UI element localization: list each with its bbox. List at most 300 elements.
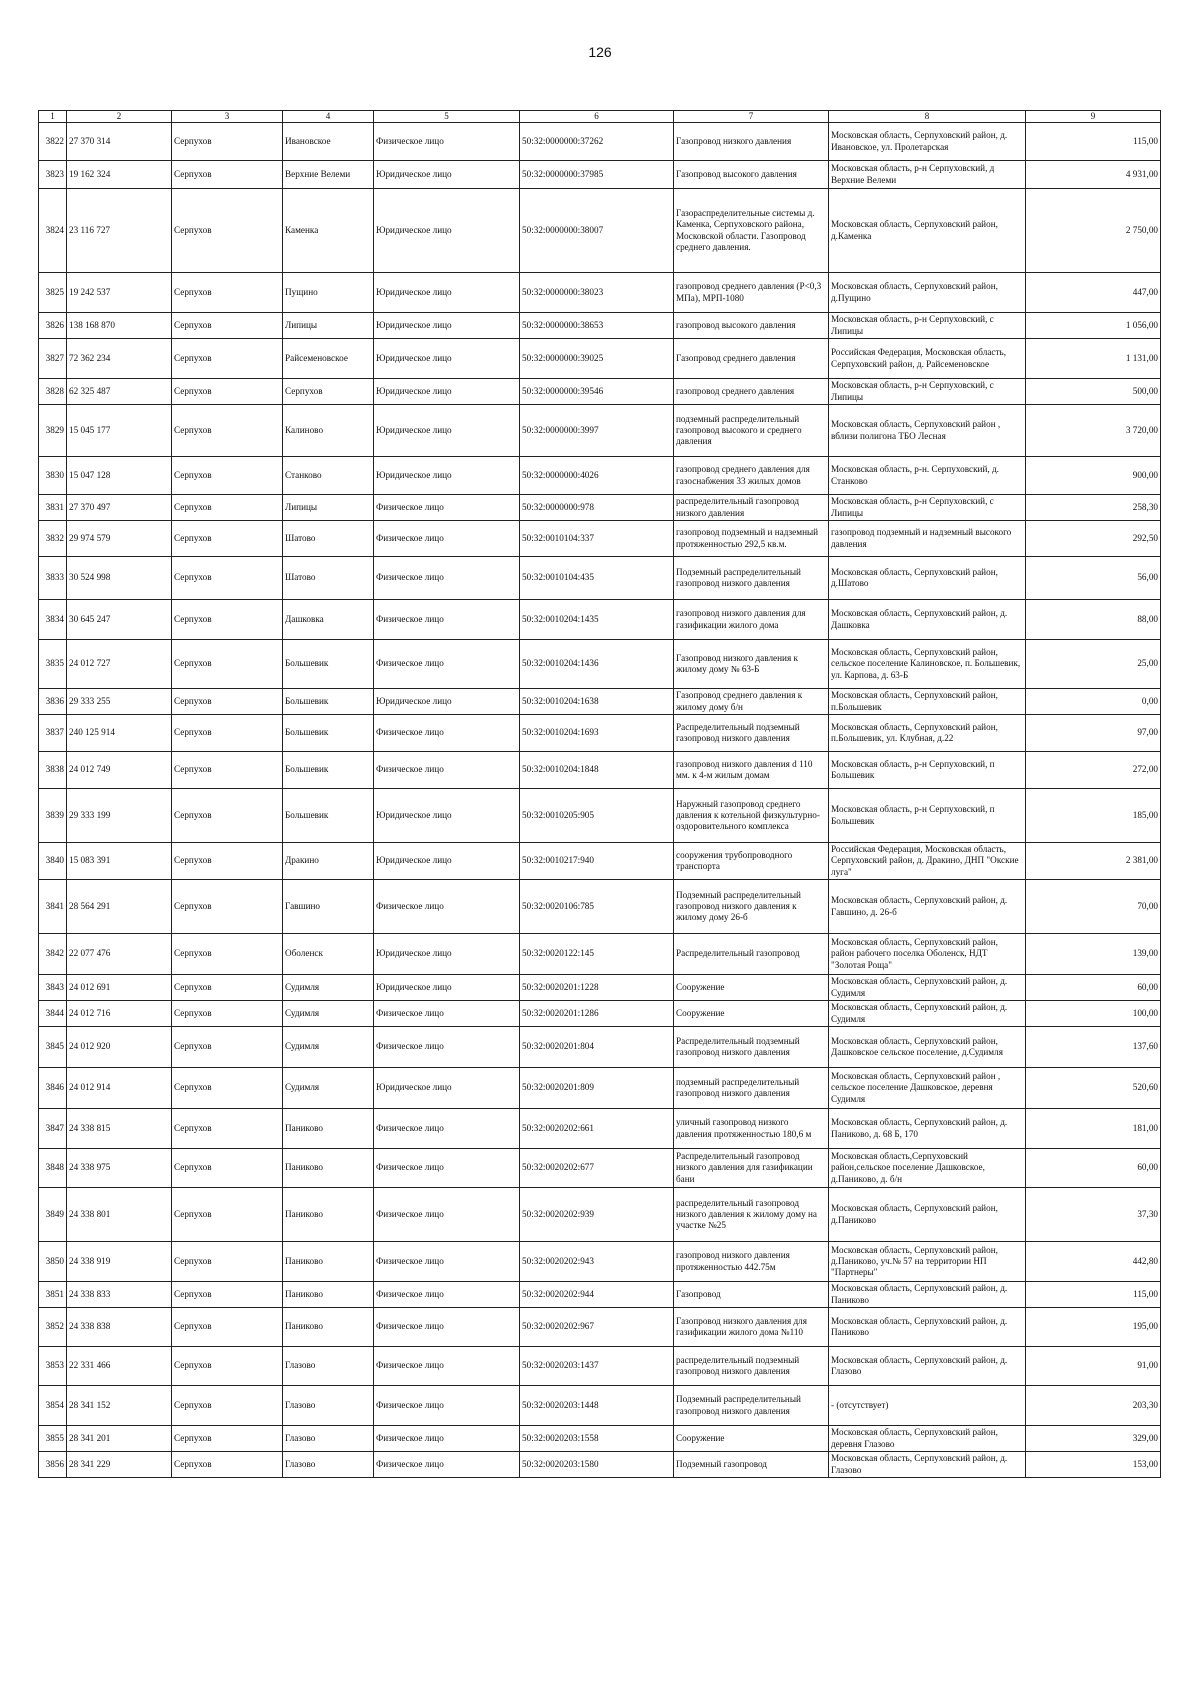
object-id-cell: 24 012 749 bbox=[67, 752, 172, 789]
area-value-cell: 25,00 bbox=[1026, 640, 1161, 689]
city-cell: Серпухов bbox=[172, 640, 283, 689]
area-value-cell: 258,30 bbox=[1026, 495, 1161, 521]
object-id-cell: 24 012 920 bbox=[67, 1027, 172, 1068]
object-description-cell: Наружный газопровод среднего давления к котельной физкультурно-оздоровительного комплекса bbox=[674, 789, 829, 843]
owner-type-cell: Физическое лицо bbox=[374, 1188, 520, 1242]
cadastral-number-cell: 50:32:0010204:1693 bbox=[520, 715, 674, 752]
object-id-cell: 240 125 914 bbox=[67, 715, 172, 752]
column-number-row bbox=[39, 111, 1161, 123]
table-row bbox=[39, 789, 1161, 843]
cadastral-number-cell: 50:32:0000000:39546 bbox=[520, 379, 674, 405]
column-header: 3 bbox=[172, 111, 283, 123]
owner-type-cell: Физическое лицо bbox=[374, 1001, 520, 1027]
settlement-cell: Серпухов bbox=[283, 379, 374, 405]
area-value-cell: 91,00 bbox=[1026, 1347, 1161, 1386]
city-cell: Серпухов bbox=[172, 934, 283, 975]
column-header: 9 bbox=[1026, 111, 1161, 123]
city-cell: Серпухов bbox=[172, 1426, 283, 1452]
city-cell: Серпухов bbox=[172, 1347, 283, 1386]
object-description-cell: Газораспределительные системы д. Каменка, Серпуховского района, Московской области. Газопровод среднего давления. bbox=[674, 189, 829, 273]
column-header: 5 bbox=[374, 111, 520, 123]
cadastral-number-cell: 50:32:0020203:1580 bbox=[520, 1452, 674, 1478]
object-id-cell: 24 338 838 bbox=[67, 1308, 172, 1347]
row-number-cell: 3829 bbox=[39, 405, 67, 457]
settlement-cell: Паниково bbox=[283, 1308, 374, 1347]
settlement-cell: Шатово bbox=[283, 521, 374, 557]
settlement-cell: Райсеменовское bbox=[283, 339, 374, 379]
settlement-cell: Паниково bbox=[283, 1282, 374, 1308]
settlement-cell: Калиново bbox=[283, 405, 374, 457]
object-description-cell: Подземный распределительный газопровод низкого давления bbox=[674, 557, 829, 600]
address-cell: Московская область, Серпуховский район, д. Судимля bbox=[829, 975, 1026, 1001]
address-cell: Московская область, Серпуховский район, п.Большевик bbox=[829, 689, 1026, 715]
row-number-cell: 3855 bbox=[39, 1426, 67, 1452]
owner-type-cell: Физическое лицо bbox=[374, 1149, 520, 1188]
row-number-cell: 3842 bbox=[39, 934, 67, 975]
area-value-cell: 3 720,00 bbox=[1026, 405, 1161, 457]
owner-type-cell: Физическое лицо bbox=[374, 1308, 520, 1347]
object-description-cell: газопровод среднего давления bbox=[674, 379, 829, 405]
owner-type-cell: Физическое лицо bbox=[374, 495, 520, 521]
settlement-cell: Судимля bbox=[283, 1068, 374, 1109]
area-value-cell: 195,00 bbox=[1026, 1308, 1161, 1347]
owner-type-cell: Юридическое лицо bbox=[374, 379, 520, 405]
table-row bbox=[39, 1027, 1161, 1068]
object-description-cell: Сооружение bbox=[674, 1426, 829, 1452]
object-id-cell: 19 242 537 bbox=[67, 273, 172, 313]
object-description-cell: газопровод подземный и надземный протяженностью 292,5 кв.м. bbox=[674, 521, 829, 557]
column-header: 2 bbox=[67, 111, 172, 123]
area-value-cell: 1 131,00 bbox=[1026, 339, 1161, 379]
cadastral-number-cell: 50:32:0020122:145 bbox=[520, 934, 674, 975]
row-number-cell: 3826 bbox=[39, 313, 67, 339]
object-description-cell: Газопровод среднего давления bbox=[674, 339, 829, 379]
table-row bbox=[39, 495, 1161, 521]
owner-type-cell: Физическое лицо bbox=[374, 1282, 520, 1308]
area-value-cell: 500,00 bbox=[1026, 379, 1161, 405]
owner-type-cell: Физическое лицо bbox=[374, 557, 520, 600]
column-header: 6 bbox=[520, 111, 674, 123]
address-cell: Московская область, Серпуховский район, сельское поселение Калиновское, п. Большевик, ул. Карпова, д. 63-Б bbox=[829, 640, 1026, 689]
cadastral-number-cell: 50:32:0000000:4026 bbox=[520, 457, 674, 495]
row-number-cell: 3856 bbox=[39, 1452, 67, 1478]
object-id-cell: 24 338 833 bbox=[67, 1282, 172, 1308]
cadastral-number-cell: 50:32:0020201:1228 bbox=[520, 975, 674, 1001]
cadastral-number-cell: 50:32:0000000:37262 bbox=[520, 123, 674, 161]
object-id-cell: 30 524 998 bbox=[67, 557, 172, 600]
address-cell: Московская область, Серпуховский район, д.Шатово bbox=[829, 557, 1026, 600]
cadastral-number-cell: 50:32:0000000:37985 bbox=[520, 161, 674, 189]
area-value-cell: 37,30 bbox=[1026, 1188, 1161, 1242]
row-number-cell: 3837 bbox=[39, 715, 67, 752]
row-number-cell: 3852 bbox=[39, 1308, 67, 1347]
city-cell: Серпухов bbox=[172, 689, 283, 715]
city-cell: Серпухов bbox=[172, 789, 283, 843]
object-id-cell: 15 083 391 bbox=[67, 843, 172, 880]
object-id-cell: 24 012 914 bbox=[67, 1068, 172, 1109]
table-row bbox=[39, 273, 1161, 313]
column-header: 8 bbox=[829, 111, 1026, 123]
settlement-cell: Паниково bbox=[283, 1149, 374, 1188]
object-id-cell: 72 362 234 bbox=[67, 339, 172, 379]
owner-type-cell: Физическое лицо bbox=[374, 1386, 520, 1426]
object-description-cell: Газопровод низкого давления bbox=[674, 123, 829, 161]
table-row bbox=[39, 600, 1161, 640]
table-row bbox=[39, 689, 1161, 715]
address-cell: - (отсутствует) bbox=[829, 1386, 1026, 1426]
area-value-cell: 520,60 bbox=[1026, 1068, 1161, 1109]
address-cell: Московская область, Серпуховский район, деревня Глазово bbox=[829, 1426, 1026, 1452]
row-number-cell: 3844 bbox=[39, 1001, 67, 1027]
row-number-cell: 3850 bbox=[39, 1242, 67, 1282]
object-description-cell: Подземный распределительный газопровод низкого давления bbox=[674, 1386, 829, 1426]
area-value-cell: 272,00 bbox=[1026, 752, 1161, 789]
address-cell: Московская область, Серпуховский район, д. Дашковка bbox=[829, 600, 1026, 640]
address-cell: Московская область, Серпуховский район, д.Пущино bbox=[829, 273, 1026, 313]
city-cell: Серпухов bbox=[172, 405, 283, 457]
object-id-cell: 24 338 801 bbox=[67, 1188, 172, 1242]
cadastral-number-cell: 50:32:0020201:809 bbox=[520, 1068, 674, 1109]
area-value-cell: 900,00 bbox=[1026, 457, 1161, 495]
object-description-cell: Газопровод среднего давления к жилому дому б/н bbox=[674, 689, 829, 715]
area-value-cell: 97,00 bbox=[1026, 715, 1161, 752]
row-number-cell: 3841 bbox=[39, 880, 67, 934]
registry-table bbox=[38, 110, 1161, 1478]
area-value-cell: 0,00 bbox=[1026, 689, 1161, 715]
cadastral-number-cell: 50:32:0020202:944 bbox=[520, 1282, 674, 1308]
column-header: 4 bbox=[283, 111, 374, 123]
area-value-cell: 60,00 bbox=[1026, 975, 1161, 1001]
table-row bbox=[39, 1109, 1161, 1149]
area-value-cell: 2 381,00 bbox=[1026, 843, 1161, 880]
object-id-cell: 24 012 691 bbox=[67, 975, 172, 1001]
object-id-cell: 24 338 975 bbox=[67, 1149, 172, 1188]
cadastral-number-cell: 50:32:0000000:3997 bbox=[520, 405, 674, 457]
object-description-cell: Газопровод низкого давления к жилому дому № 63-Б bbox=[674, 640, 829, 689]
table-row bbox=[39, 379, 1161, 405]
owner-type-cell: Юридическое лицо bbox=[374, 1068, 520, 1109]
address-cell: Московская область, Серпуховский район, д. Паниково bbox=[829, 1282, 1026, 1308]
city-cell: Серпухов bbox=[172, 1386, 283, 1426]
table-row bbox=[39, 1149, 1161, 1188]
owner-type-cell: Физическое лицо bbox=[374, 640, 520, 689]
cadastral-number-cell: 50:32:0010104:435 bbox=[520, 557, 674, 600]
object-description-cell: Распределительный газопровод низкого давления для газификации бани bbox=[674, 1149, 829, 1188]
settlement-cell: Дракино bbox=[283, 843, 374, 880]
cadastral-number-cell: 50:32:0000000:38007 bbox=[520, 189, 674, 273]
settlement-cell: Большевик bbox=[283, 689, 374, 715]
area-value-cell: 115,00 bbox=[1026, 1282, 1161, 1308]
address-cell: Московская область, р-н Серпуховский, п Большевик bbox=[829, 789, 1026, 843]
cadastral-number-cell: 50:32:0000000:978 bbox=[520, 495, 674, 521]
object-id-cell: 24 012 716 bbox=[67, 1001, 172, 1027]
city-cell: Серпухов bbox=[172, 1149, 283, 1188]
city-cell: Серпухов bbox=[172, 752, 283, 789]
address-cell: Московская область, Серпуховский район, д. Ивановское, ул. Пролетарская bbox=[829, 123, 1026, 161]
owner-type-cell: Физическое лицо bbox=[374, 1452, 520, 1478]
table-row bbox=[39, 521, 1161, 557]
owner-type-cell: Юридическое лицо bbox=[374, 457, 520, 495]
object-id-cell: 62 325 487 bbox=[67, 379, 172, 405]
object-id-cell: 24 338 815 bbox=[67, 1109, 172, 1149]
table-body bbox=[39, 123, 1161, 1478]
area-value-cell: 70,00 bbox=[1026, 880, 1161, 934]
object-description-cell: Газопровод высокого давления bbox=[674, 161, 829, 189]
address-cell: Московская область, Серпуховский район, д. Паниково, д. 68 Б, 170 bbox=[829, 1109, 1026, 1149]
settlement-cell: Паниково bbox=[283, 1188, 374, 1242]
address-cell: Московская область, Серпуховский район, п.Большевик, ул. Клубная, д.22 bbox=[829, 715, 1026, 752]
row-number-cell: 3833 bbox=[39, 557, 67, 600]
settlement-cell: Липицы bbox=[283, 313, 374, 339]
area-value-cell: 329,00 bbox=[1026, 1426, 1161, 1452]
settlement-cell: Ивановское bbox=[283, 123, 374, 161]
object-description-cell: подземный распределительный газопровод высокого и среднего давления bbox=[674, 405, 829, 457]
city-cell: Серпухов bbox=[172, 1242, 283, 1282]
row-number-cell: 3823 bbox=[39, 161, 67, 189]
address-cell: Московская область, Серпуховский район , вблизи полигона ТБО Лесная bbox=[829, 405, 1026, 457]
city-cell: Серпухов bbox=[172, 521, 283, 557]
object-description-cell: Распределительный подземный газопровод низкого давления bbox=[674, 1027, 829, 1068]
settlement-cell: Оболенск bbox=[283, 934, 374, 975]
settlement-cell: Липицы bbox=[283, 495, 374, 521]
area-value-cell: 1 056,00 bbox=[1026, 313, 1161, 339]
settlement-cell: Большевик bbox=[283, 789, 374, 843]
area-value-cell: 447,00 bbox=[1026, 273, 1161, 313]
row-number-cell: 3851 bbox=[39, 1282, 67, 1308]
row-number-cell: 3854 bbox=[39, 1386, 67, 1426]
row-number-cell: 3843 bbox=[39, 975, 67, 1001]
area-value-cell: 56,00 bbox=[1026, 557, 1161, 600]
area-value-cell: 60,00 bbox=[1026, 1149, 1161, 1188]
area-value-cell: 4 931,00 bbox=[1026, 161, 1161, 189]
city-cell: Серпухов bbox=[172, 1109, 283, 1149]
row-number-cell: 3847 bbox=[39, 1109, 67, 1149]
area-value-cell: 185,00 bbox=[1026, 789, 1161, 843]
city-cell: Серпухов bbox=[172, 123, 283, 161]
settlement-cell: Верхние Велеми bbox=[283, 161, 374, 189]
cadastral-number-cell: 50:32:0010204:1638 bbox=[520, 689, 674, 715]
row-number-cell: 3827 bbox=[39, 339, 67, 379]
settlement-cell: Большевик bbox=[283, 640, 374, 689]
column-header: 7 bbox=[674, 111, 829, 123]
address-cell: Московская область, Серпуховский район, д. Судимля bbox=[829, 1001, 1026, 1027]
cadastral-number-cell: 50:32:0010104:337 bbox=[520, 521, 674, 557]
city-cell: Серпухов bbox=[172, 1308, 283, 1347]
settlement-cell: Глазово bbox=[283, 1347, 374, 1386]
row-number-cell: 3846 bbox=[39, 1068, 67, 1109]
cadastral-number-cell: 50:32:0010204:1435 bbox=[520, 600, 674, 640]
area-value-cell: 181,00 bbox=[1026, 1109, 1161, 1149]
owner-type-cell: Физическое лицо bbox=[374, 1109, 520, 1149]
city-cell: Серпухов bbox=[172, 880, 283, 934]
owner-type-cell: Юридическое лицо bbox=[374, 975, 520, 1001]
table-row bbox=[39, 1452, 1161, 1478]
table-row bbox=[39, 1242, 1161, 1282]
object-id-cell: 30 645 247 bbox=[67, 600, 172, 640]
city-cell: Серпухов bbox=[172, 161, 283, 189]
object-description-cell: распределительный газопровод низкого давления bbox=[674, 495, 829, 521]
object-id-cell: 19 162 324 bbox=[67, 161, 172, 189]
city-cell: Серпухов bbox=[172, 557, 283, 600]
object-description-cell: Подземный распределительный газопровод низкого давления к жилому дому 26-б bbox=[674, 880, 829, 934]
address-cell: Московская область, Серпуховский район, д.Каменка bbox=[829, 189, 1026, 273]
address-cell: Московская область, Серпуховский район, Дашковское сельское поселение, д.Судимля bbox=[829, 1027, 1026, 1068]
column-header: 1 bbox=[39, 111, 67, 123]
table-row bbox=[39, 313, 1161, 339]
cadastral-number-cell: 50:32:0020203:1437 bbox=[520, 1347, 674, 1386]
table-row bbox=[39, 752, 1161, 789]
cadastral-number-cell: 50:32:0020203:1558 bbox=[520, 1426, 674, 1452]
cadastral-number-cell: 50:32:0020106:785 bbox=[520, 880, 674, 934]
object-id-cell: 27 370 314 bbox=[67, 123, 172, 161]
settlement-cell: Глазово bbox=[283, 1452, 374, 1478]
row-number-cell: 3831 bbox=[39, 495, 67, 521]
owner-type-cell: Юридическое лицо bbox=[374, 689, 520, 715]
object-id-cell: 28 564 291 bbox=[67, 880, 172, 934]
row-number-cell: 3825 bbox=[39, 273, 67, 313]
city-cell: Серпухов bbox=[172, 379, 283, 405]
object-id-cell: 24 338 919 bbox=[67, 1242, 172, 1282]
city-cell: Серпухов bbox=[172, 273, 283, 313]
object-description-cell: Распределительный газопровод bbox=[674, 934, 829, 975]
table-row bbox=[39, 1282, 1161, 1308]
address-cell: Московская область, Серпуховский район , сельское поселение Дашковское, деревня Судимля bbox=[829, 1068, 1026, 1109]
city-cell: Серпухов bbox=[172, 1001, 283, 1027]
settlement-cell: Пущино bbox=[283, 273, 374, 313]
owner-type-cell: Физическое лицо bbox=[374, 123, 520, 161]
object-id-cell: 15 047 128 bbox=[67, 457, 172, 495]
object-id-cell: 28 341 229 bbox=[67, 1452, 172, 1478]
city-cell: Серпухов bbox=[172, 1188, 283, 1242]
object-id-cell: 29 333 255 bbox=[67, 689, 172, 715]
owner-type-cell: Физическое лицо bbox=[374, 880, 520, 934]
settlement-cell: Судимля bbox=[283, 1001, 374, 1027]
settlement-cell: Каменка bbox=[283, 189, 374, 273]
area-value-cell: 292,50 bbox=[1026, 521, 1161, 557]
object-description-cell: Распределительный подземный газопровод низкого давления bbox=[674, 715, 829, 752]
object-description-cell: уличный газопровод низкого давления протяженностью 180,6 м bbox=[674, 1109, 829, 1149]
city-cell: Серпухов bbox=[172, 1282, 283, 1308]
row-number-cell: 3824 bbox=[39, 189, 67, 273]
object-description-cell: распределительный подземный газопровод низкого давления bbox=[674, 1347, 829, 1386]
row-number-cell: 3845 bbox=[39, 1027, 67, 1068]
table-row bbox=[39, 843, 1161, 880]
row-number-cell: 3838 bbox=[39, 752, 67, 789]
cadastral-number-cell: 50:32:0010204:1436 bbox=[520, 640, 674, 689]
table-row bbox=[39, 557, 1161, 600]
address-cell: газопровод подземный и надземный высокого давления bbox=[829, 521, 1026, 557]
object-id-cell: 23 116 727 bbox=[67, 189, 172, 273]
cadastral-number-cell: 50:32:0020201:1286 bbox=[520, 1001, 674, 1027]
address-cell: Московская область, Серпуховский район, д. Гавшино, д. 26-б bbox=[829, 880, 1026, 934]
area-value-cell: 203,30 bbox=[1026, 1386, 1161, 1426]
table-row bbox=[39, 880, 1161, 934]
table-row bbox=[39, 1426, 1161, 1452]
address-cell: Московская область, р-н Серпуховский, с Липицы bbox=[829, 313, 1026, 339]
area-value-cell: 137,60 bbox=[1026, 1027, 1161, 1068]
address-cell: Московская область, р-н Серпуховский, с Липицы bbox=[829, 379, 1026, 405]
city-cell: Серпухов bbox=[172, 600, 283, 640]
address-cell: Московская область, Серпуховский район, д. Глазово bbox=[829, 1452, 1026, 1478]
address-cell: Московская область, р-н Серпуховский, с Липицы bbox=[829, 495, 1026, 521]
cadastral-number-cell: 50:32:0020201:804 bbox=[520, 1027, 674, 1068]
city-cell: Серпухов bbox=[172, 1068, 283, 1109]
table-row bbox=[39, 1068, 1161, 1109]
address-cell: Московская область, Серпуховский район, д. Глазово bbox=[829, 1347, 1026, 1386]
cadastral-number-cell: 50:32:0020203:1448 bbox=[520, 1386, 674, 1426]
table-row bbox=[39, 1308, 1161, 1347]
object-id-cell: 29 333 199 bbox=[67, 789, 172, 843]
settlement-cell: Паниково bbox=[283, 1242, 374, 1282]
table-row bbox=[39, 405, 1161, 457]
address-cell: Российская Федерация, Московская область, Серпуховский район, д. Райсеменовское bbox=[829, 339, 1026, 379]
row-number-cell: 3839 bbox=[39, 789, 67, 843]
address-cell: Московская область, Серпуховский район, район рабочего поселка Оболенск, НДТ "Золотая Роща" bbox=[829, 934, 1026, 975]
address-cell: Московская область, р-н. Серпуховский, д. Станково bbox=[829, 457, 1026, 495]
table-row bbox=[39, 715, 1161, 752]
settlement-cell: Большевик bbox=[283, 752, 374, 789]
cadastral-number-cell: 50:32:0020202:677 bbox=[520, 1149, 674, 1188]
address-cell: Московская область, р-н Серпуховский, п Большевик bbox=[829, 752, 1026, 789]
object-description-cell: Сооружение bbox=[674, 975, 829, 1001]
object-description-cell: распределительный газопровод низкого давления к жилому дому на участке №25 bbox=[674, 1188, 829, 1242]
address-cell: Московская область,Серпуховский район,сельское поселение Дашковское, д.Паниково, д. б/н bbox=[829, 1149, 1026, 1188]
row-number-cell: 3830 bbox=[39, 457, 67, 495]
row-number-cell: 3848 bbox=[39, 1149, 67, 1188]
table-row bbox=[39, 934, 1161, 975]
settlement-cell: Гавшино bbox=[283, 880, 374, 934]
cadastral-number-cell: 50:32:0020202:661 bbox=[520, 1109, 674, 1149]
row-number-cell: 3828 bbox=[39, 379, 67, 405]
object-description-cell: газопровод среднего давления для газоснабжения 33 жилых домов bbox=[674, 457, 829, 495]
table-row bbox=[39, 1386, 1161, 1426]
settlement-cell: Станково bbox=[283, 457, 374, 495]
area-value-cell: 442,80 bbox=[1026, 1242, 1161, 1282]
city-cell: Серпухов bbox=[172, 715, 283, 752]
settlement-cell: Глазово bbox=[283, 1426, 374, 1452]
settlement-cell: Судимля bbox=[283, 975, 374, 1001]
row-number-cell: 3836 bbox=[39, 689, 67, 715]
owner-type-cell: Физическое лицо bbox=[374, 752, 520, 789]
owner-type-cell: Физическое лицо bbox=[374, 600, 520, 640]
area-value-cell: 100,00 bbox=[1026, 1001, 1161, 1027]
owner-type-cell: Юридическое лицо bbox=[374, 789, 520, 843]
row-number-cell: 3840 bbox=[39, 843, 67, 880]
address-cell: Российская Федерация, Московская область, Серпуховский район, д. Дракино, ДНП "Окские луга" bbox=[829, 843, 1026, 880]
row-number-cell: 3832 bbox=[39, 521, 67, 557]
area-value-cell: 153,00 bbox=[1026, 1452, 1161, 1478]
address-cell: Московская область, Серпуховский район, д. Паниково bbox=[829, 1308, 1026, 1347]
city-cell: Серпухов bbox=[172, 1452, 283, 1478]
object-id-cell: 138 168 870 bbox=[67, 313, 172, 339]
cadastral-number-cell: 50:32:0020202:939 bbox=[520, 1188, 674, 1242]
city-cell: Серпухов bbox=[172, 339, 283, 379]
city-cell: Серпухов bbox=[172, 843, 283, 880]
owner-type-cell: Физическое лицо bbox=[374, 715, 520, 752]
cadastral-number-cell: 50:32:0000000:38653 bbox=[520, 313, 674, 339]
object-id-cell: 27 370 497 bbox=[67, 495, 172, 521]
table-row bbox=[39, 189, 1161, 273]
owner-type-cell: Юридическое лицо bbox=[374, 189, 520, 273]
object-description-cell: газопровод низкого давления для газификации жилого дома bbox=[674, 600, 829, 640]
settlement-cell: Большевик bbox=[283, 715, 374, 752]
city-cell: Серпухов bbox=[172, 189, 283, 273]
object-description-cell: сооружения трубопроводного транспорта bbox=[674, 843, 829, 880]
object-id-cell: 24 012 727 bbox=[67, 640, 172, 689]
row-number-cell: 3835 bbox=[39, 640, 67, 689]
table-row bbox=[39, 975, 1161, 1001]
area-value-cell: 2 750,00 bbox=[1026, 189, 1161, 273]
